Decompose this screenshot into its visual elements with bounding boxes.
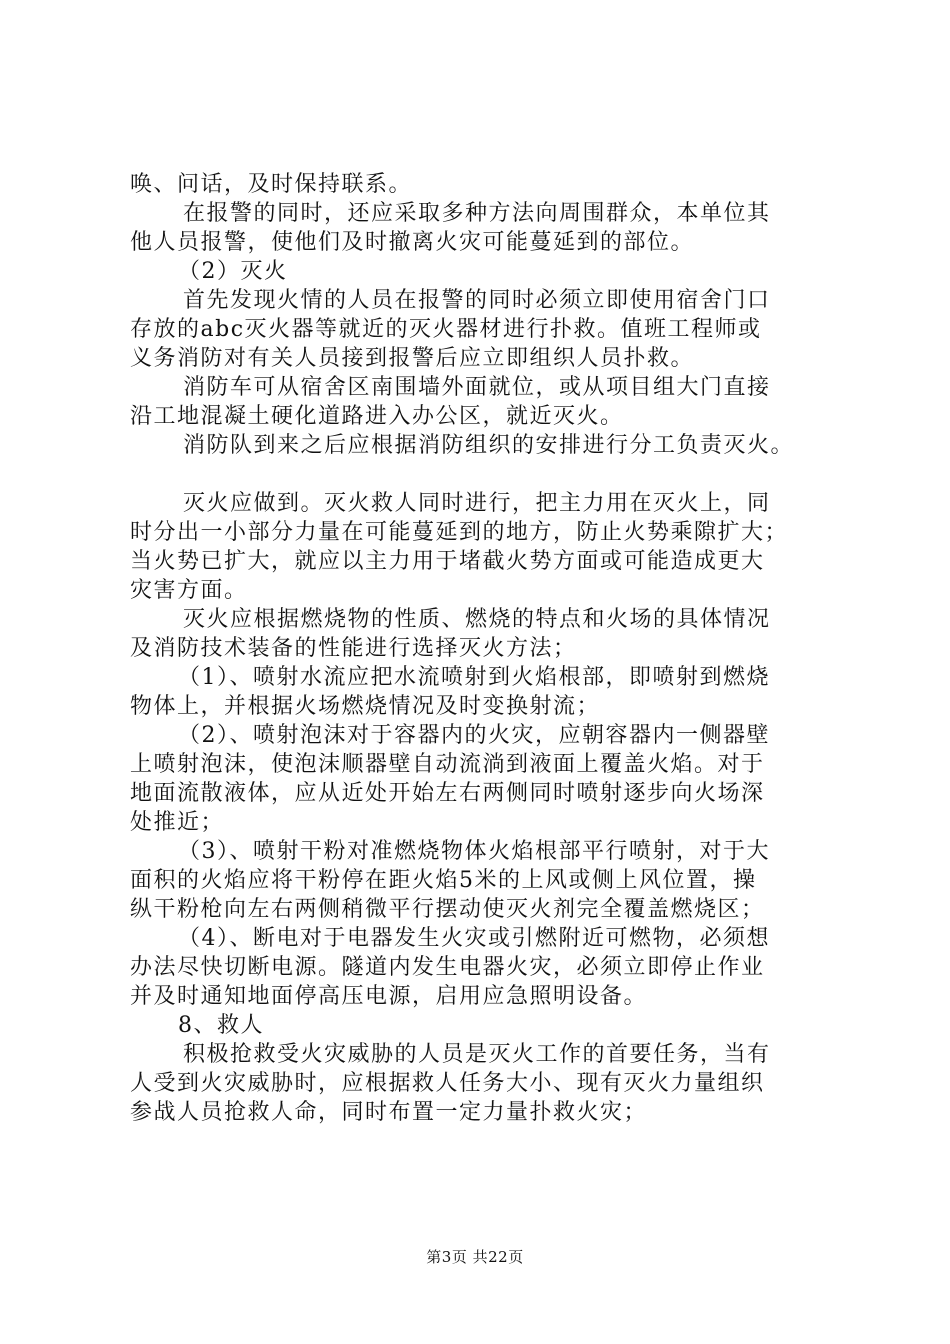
blank-line bbox=[130, 460, 830, 489]
text-line: 义务消防对有关人员接到报警后应立即组织人员扑救。 bbox=[130, 346, 695, 371]
document-body bbox=[130, 170, 830, 1127]
paragraph-start: 积极抢救受火灾威胁的人员是灭火工作的首要任务，当有 bbox=[183, 1042, 771, 1067]
text-line: 灾害方面。 bbox=[130, 578, 248, 603]
text-line: 他人员报警，使他们及时撤离火灾可能蔓延到的部位。 bbox=[130, 230, 695, 255]
text-line: 办法尽快切断电源。隧道内发生电器火灾，必须立即停止作业 bbox=[130, 955, 765, 980]
text-line: 地面流散液体，应从近处开始左右两侧同时喷射逐步向火场深 bbox=[130, 781, 765, 806]
text-line: 及消防技术装备的性能进行选择灭火方法； bbox=[130, 636, 577, 661]
paragraph-start: 在报警的同时，还应采取多种方法向周围群众，本单位其 bbox=[183, 201, 771, 226]
paragraph-start: 灭火应做到。灭火救人同时进行，把主力用在灭火上，同 bbox=[183, 491, 771, 516]
list-item-start: （1）、喷射水流应把水流喷射到火焰根部，即喷射到燃烧 bbox=[178, 665, 770, 690]
text-line: 时分出一小部分力量在可能蔓延到的地方，防止火势乘隙扩大； bbox=[130, 520, 789, 545]
paragraph-start: 消防队到来之后应根据消防组织的安排进行分工负责灭火。 bbox=[183, 433, 795, 458]
list-item-start: （3）、喷射干粉对准燃烧物体火焰根部平行喷射，对于大 bbox=[178, 839, 770, 864]
text-line: 唤、问话，及时保持联系。 bbox=[130, 172, 413, 197]
section-heading: 8、救人 bbox=[178, 1013, 264, 1038]
paragraph-start: 灭火应根据燃烧物的性质、燃烧的特点和火场的具体情况 bbox=[183, 607, 771, 632]
text-line: 参战人员抢救人命，同时布置一定力量扑救火灾； bbox=[130, 1100, 648, 1125]
list-item-start: （2）、喷射泡沫对于容器内的火灾，应朝容器内一侧器壁 bbox=[178, 723, 770, 748]
text-line: 面积的火焰应将干粉停在距火焰5米的上风或侧上风位置，操 bbox=[130, 868, 757, 893]
section-heading: （2）灭火 bbox=[178, 259, 288, 284]
page-number-footer: 第3页 共22页 bbox=[426, 1248, 524, 1266]
paragraph-start: 消防车可从宿舍区南围墙外面就位，或从项目组大门直接 bbox=[183, 375, 771, 400]
text-line: 当火势已扩大，就应以主力用于堵截火势方面或可能造成更大 bbox=[130, 549, 765, 574]
text-line: 并及时通知地面停高压电源，启用应急照明设备。 bbox=[130, 984, 648, 1009]
text-line: 人受到火灾威胁时，应根据救人任务大小、现有灭火力量组织 bbox=[130, 1071, 765, 1096]
list-item-start: （4）、断电对于电器发生火灾或引燃附近可燃物，必须想 bbox=[178, 926, 770, 951]
paragraph-start: 首先发现火情的人员在报警的同时必须立即使用宿舍门口 bbox=[183, 288, 771, 313]
text-line: 纵干粉枪向左右两侧稍微平行摆动使灭火剂完全覆盖燃烧区； bbox=[130, 897, 765, 922]
text-line: 处推近； bbox=[130, 810, 225, 835]
text-line: 上喷射泡沫，使泡沫顺器壁自动流淌到液面上覆盖火焰。对于 bbox=[130, 752, 765, 777]
text-line: 存放的abc灭火器等就近的灭火器材进行扑救。值班工程师或 bbox=[130, 317, 762, 342]
text-line: 物体上，并根据火场燃烧情况及时变换射流； bbox=[130, 694, 601, 719]
text-line: 沿工地混凝土硬化道路进入办公区，就近灭火。 bbox=[130, 404, 624, 429]
